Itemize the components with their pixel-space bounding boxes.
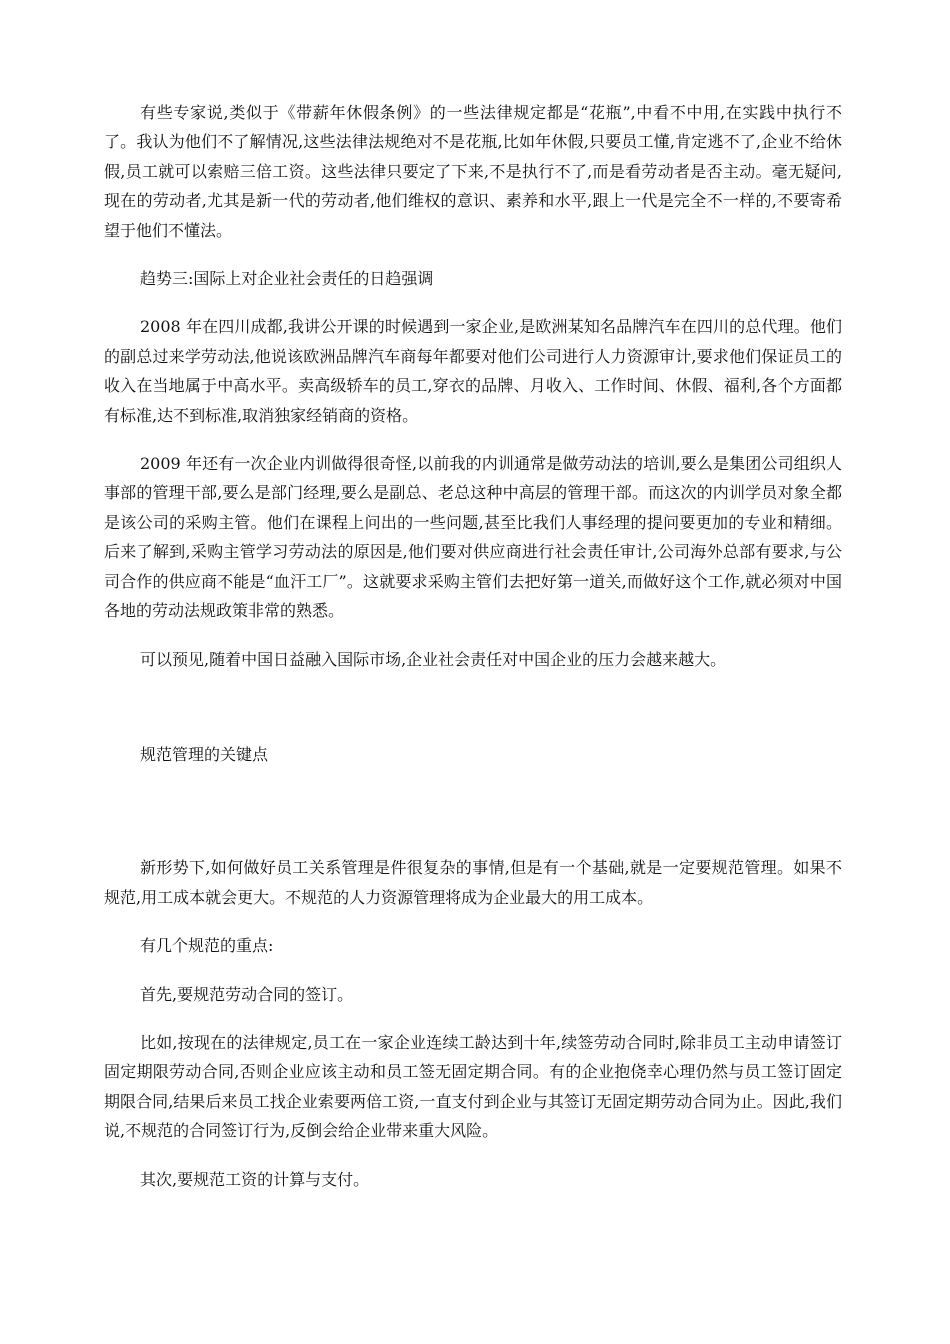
section-spacer — [104, 693, 842, 740]
paragraph-training-2009: 2009 年还有一次企业内训做得很奇怪,以前我的内训通常是做劳动法的培训,要么是集团公司组织人事部的管理干部,要么是部门经理,要么是副总、老总这种中高层的管理干部。而这次的内训学员对象全都是该公司的采购主管。他们在课程上问出的一些问题,甚至比我们人事经理的提问要更加的专业和精细。后来了解到,采购主管学习劳动法的原因是,他们要对供应商进行社会责任审计,公司海外总部有要求,与公司合作的供应商不能是“血汗工厂”。这就要求采购主管们去把好第一道关,而做好这个工作,就必须对中国各地的劳动法规政策非常的熟悉。 — [104, 454, 842, 621]
paragraph-huaping: 有些专家说,类似于《带薪年休假条例》的一些法律规定都是“花瓶”,中看不中用,在实践中执行不了。我认为他们不了解情况,这些法律法规绝对不是花瓶,比如年休假,只要员工懂,肯定逃不了,企业不给休假,员工就可以索赔三倍工资。这些法律只要定了下来,不是执行不了,而是看劳动者是否主动。毫无疑问,现在的劳动者,尤其是新一代的劳动者,他们维权的意识、素养和水平,跟上一代是完全不一样的,不要寄希望于他们不懂法。 — [104, 103, 842, 240]
paragraph-new-situation: 新形势下,如何做好员工关系管理是件很复杂的事情,但是有一个基础,就是一定要规范管理。如果不规范,用工成本就会更大。不规范的人力资源管理将成为企业最大的用工成本。 — [104, 858, 842, 907]
paragraph-first-contract: 首先,要规范劳动合同的签订。 — [140, 984, 354, 1004]
paragraph-second-wages: 其次,要规范工资的计算与支付。 — [140, 1169, 370, 1189]
paragraph-contract-example: 比如,按现在的法律规定,员工在一家企业连续工龄达到十年,续签劳动合同时,除非员工主动申请签订固定期限劳动合同,否则企业应该主动和员工签无固定期合同。有的企业抱侥幸心理仍然与员工签订固定期限合同,结果后来员工找企业索要两倍工资,一直支付到企业与其签订无固定期劳动合同为止。因此,我们说,不规范的合同签订行为,反倒会给企业带来重大风险。 — [104, 1032, 842, 1141]
document-body — [104, 98, 842, 1213]
heading-key-points: 规范管理的关键点 — [140, 744, 269, 764]
paragraph-chengdu-2008: 2008 年在四川成都,我讲公开课的时候遇到一家企业,是欧洲某知名品牌汽车在四川的总代理。他们的副总过来学劳动法,他说该欧洲品牌汽车商每年都要对他们公司进行人力资源审计,要求他们保证员工的收入在当地属于中高水平。卖高级轿车的员工,穿衣的品牌、月收入、工作时间、休假、福利,各个方面都有标准,达不到标准,取消独家经销商的资格。 — [104, 317, 842, 425]
paragraph-focus-points: 有几个规范的重点: — [140, 936, 274, 956]
heading-trend-three: 趋势三:国际上对企业社会责任的日趋强调 — [140, 269, 434, 289]
paragraph-outlook: 可以预见,随着中国日益融入国际市场,企业社会责任对中国企业的压力会越来越大。 — [140, 649, 727, 669]
section-spacer — [104, 788, 842, 853]
